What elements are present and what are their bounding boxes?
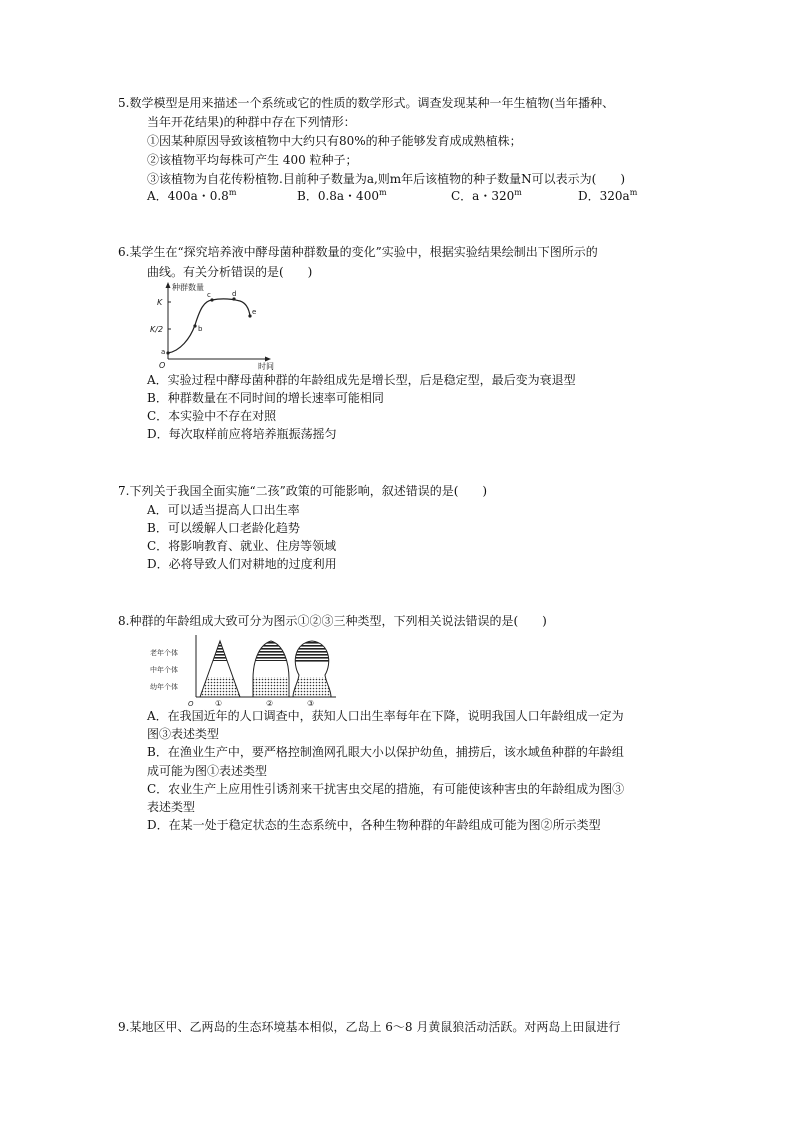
type-3-label: ③ — [307, 699, 315, 708]
point-e-label: e — [252, 308, 257, 316]
q7-option-c[interactable]: C．将影响教育、就业、住房等领域 — [147, 539, 337, 553]
q8-option-b-line2[interactable]: 成可能为图①表述类型 — [147, 764, 268, 778]
q8-option-b-line1[interactable]: B．在渔业生产中，要严格控制渔网孔眼大小以保护幼鱼，捕捞后，该水域鱼种群的年龄组 — [147, 745, 624, 759]
q7-option-d[interactable]: D．必将导致人们对耕地的过度利用 — [147, 557, 337, 571]
point-c — [210, 298, 213, 301]
label-young: 幼年个体 — [150, 683, 178, 691]
type-1-label: ① — [215, 699, 223, 708]
point-b — [193, 324, 196, 327]
q9-stem: 9.某地区甲、乙两岛的生态环境基本相似，乙岛上 6～8 月黄鼠狼活动活跃。对两岛上田鼠进行 — [118, 1020, 621, 1034]
pyramid-type-2 — [250, 639, 292, 697]
q5-condition-3: ③该植物为自花传粉植物.目前种子数量为a,则m年后该植物的种子数量N可以表示为( ) — [147, 172, 626, 186]
origin-label: O — [159, 361, 166, 370]
point-a — [166, 351, 169, 354]
q7-option-a[interactable]: A．可以适当提高人口出生率 — [147, 503, 300, 517]
x-axis-label: 时间 — [258, 362, 274, 371]
q6-growth-curve-figure — [150, 279, 280, 371]
q8-option-c-line2[interactable]: 表述类型 — [147, 800, 196, 814]
q6-option-b[interactable]: B．种群数量在不同时间的增长速率可能相同 — [147, 391, 384, 405]
q6-option-c[interactable]: C．本实验中不存在对照 — [147, 409, 277, 423]
q5-stem-line2: 当年开花结果)的种群中存在下列情形： — [147, 115, 356, 129]
q7-stem: 7.下列关于我国全面实施“二孩”政策的可能影响，叙述错误的是( ) — [118, 484, 488, 498]
origin-label: O — [188, 700, 194, 708]
q5-stem-line1: 5.数学模型是用来描述一个系统或它的性质的数学形式。调查发现某种一年生植物(当年播种、 — [118, 96, 615, 110]
q5-option-b[interactable]: B．0.8a・400$^m$ — [297, 188, 387, 203]
point-d-label: d — [232, 290, 237, 298]
q8-age-structure-figure — [150, 633, 340, 709]
q8-option-a-line1[interactable]: A．在我国近年的人口调查中，获知人口出生率每年在下降，说明我国人口年龄组成一定为 — [147, 709, 624, 723]
point-a-label: a — [161, 348, 166, 356]
k-label: K — [157, 298, 163, 307]
pyramid-type-1 — [198, 641, 242, 697]
q5-option-d[interactable]: D．$320a^m$ — [578, 188, 638, 203]
q6-option-d[interactable]: D．每次取样前应将培养瓶振荡摇匀 — [147, 427, 337, 441]
q5-option-a[interactable]: A．400a・0.8$^m$ — [147, 188, 237, 203]
y-axis-label: 种群数量 — [172, 283, 204, 292]
type-2-label: ② — [266, 699, 274, 708]
q6-stem-line1: 6.某学生在“探究培养液中酵母菌种群数量的变化”实验中，根据实验结果绘制出下图所示的 — [118, 245, 598, 259]
q8-stem: 8.种群的年龄组成大致可分为图示①②③三种类型，下列相关说法错误的是( ) — [118, 614, 547, 628]
q5-option-c[interactable]: C．a・320$^m$ — [451, 188, 522, 203]
x-axis-arrow — [265, 357, 271, 362]
y-axis-arrow — [166, 282, 171, 288]
label-middle: 中年个体 — [150, 666, 178, 674]
q8-option-a-line2[interactable]: 图③表述类型 — [147, 727, 220, 741]
k-half-label: K/2 — [150, 325, 164, 334]
q5-condition-2: ②该植物平均每株可产生 400 粒种子； — [147, 153, 358, 167]
label-old: 老年个体 — [150, 649, 178, 657]
q8-option-d[interactable]: D．在某一处于稳定状态的生态系统中，各种生物种群的年龄组成可能为图②所示类型 — [147, 818, 601, 832]
point-b-label: b — [198, 325, 203, 333]
point-c-label: c — [207, 291, 211, 299]
pyramid-type-3 — [290, 639, 334, 697]
growth-curve — [168, 299, 250, 353]
q6-stem-line2: 曲线。有关分析错误的是( ) — [147, 265, 313, 279]
q6-option-a[interactable]: A．实验过程中酵母菌种群的年龄组成先是增长型，后是稳定型，最后变为衰退型 — [147, 373, 576, 387]
q7-option-b[interactable]: B．可以缓解人口老龄化趋势 — [147, 521, 300, 535]
q8-option-c-line1[interactable]: C．农业生产上应用性引诱剂来干扰害虫交尾的措施，有可能使该种害虫的年龄组成为图③ — [147, 782, 625, 796]
q5-condition-1: ①因某种原因导致该植物中大约只有80%的种子能够发育成成熟植株； — [147, 134, 522, 148]
